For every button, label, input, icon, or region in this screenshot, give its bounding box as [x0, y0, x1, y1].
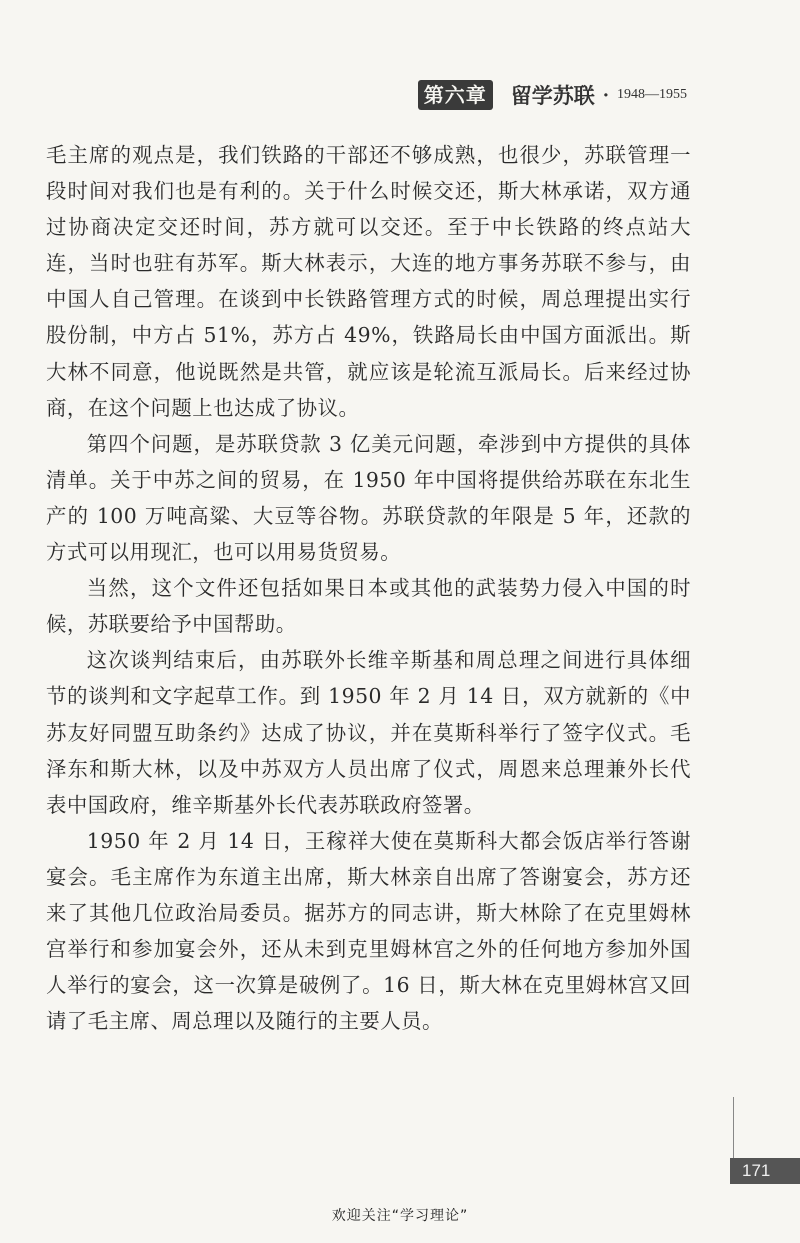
footer-note: 欢迎关注“学习理论”: [331, 1208, 469, 1224]
page-number-rule: [733, 1097, 734, 1159]
body-text: [46, 137, 691, 1039]
chapter-years: 1948—1955: [617, 87, 687, 102]
chapter-badge: 第六章: [418, 80, 493, 110]
paragraph-5: 1950 年 2 月 14 日，王稼祥大使在莫斯科大都会饭店举行答谢宴会。毛主席作为东道主出席，斯大林亲自出席了答谢宴会，苏方还来了其他几位政治局委员。据苏方的同志讲，斯大林除了在克里姆林宫举行和参加宴会外，还从未到克里姆林宫之外的任何地方参加外国人举行的宴会，这一次算是破例了。16 日，斯大林在克里姆林宫又回请了毛主席、周总理以及随行的主要人员。: [46, 828, 691, 1034]
chapter-title: 留学苏联: [510, 83, 595, 108]
paragraph-2: 第四个问题，是苏联贷款 3 亿美元问题，牵涉到中方提供的具体清单。关于中苏之间的贸易，在 1950 年中国将提供给苏联在东北生产的 100 万吨高粱、大豆等谷物。苏联贷款的年限是 5 年，还款的方式可以用现汇，也可以用易货贸易。: [46, 431, 691, 565]
page-number: 171: [730, 1158, 800, 1184]
running-header: [418, 80, 687, 110]
paragraph-1: 毛主席的观点是，我们铁路的干部还不够成熟，也很少，苏联管理一段时间对我们也是有利的。关于什么时候交还，斯大林承诺，双方通过协商决定交还时间，苏方就可以交还。至于中长铁路的终点站大连，当时也驻有苏军。斯大林表示，大连的地方事务苏联不参与，由中国人自己管理。在谈到中长铁路管理方式的时候，周总理提出实行股份制，中方占 51%，苏方占 49%，铁路局长由中国方面派出。斯大林不同意，他说既然是共管，就应该是轮流互派局长。后来经过协商，在这个问题上也达成了协议。: [46, 143, 691, 420]
paragraph-3: 当然，这个文件还包括如果日本或其他的武装势力侵入中国的时候，苏联要给予中国帮助。: [46, 576, 691, 637]
paragraph-4: 这次谈判结束后，由苏联外长维辛斯基和周总理之间进行具体细节的谈判和文字起草工作。到 1950 年 2 月 14 日，双方就新的《中苏友好同盟互助条约》达成了协议，并在莫斯科举行了签字仪式。毛泽东和斯大林，以及中苏双方人员出席了仪式，周恩来总理兼外长代表中国政府，维辛斯基外长代表苏联政府签署。: [46, 648, 691, 817]
header-separator: ·: [602, 84, 609, 106]
